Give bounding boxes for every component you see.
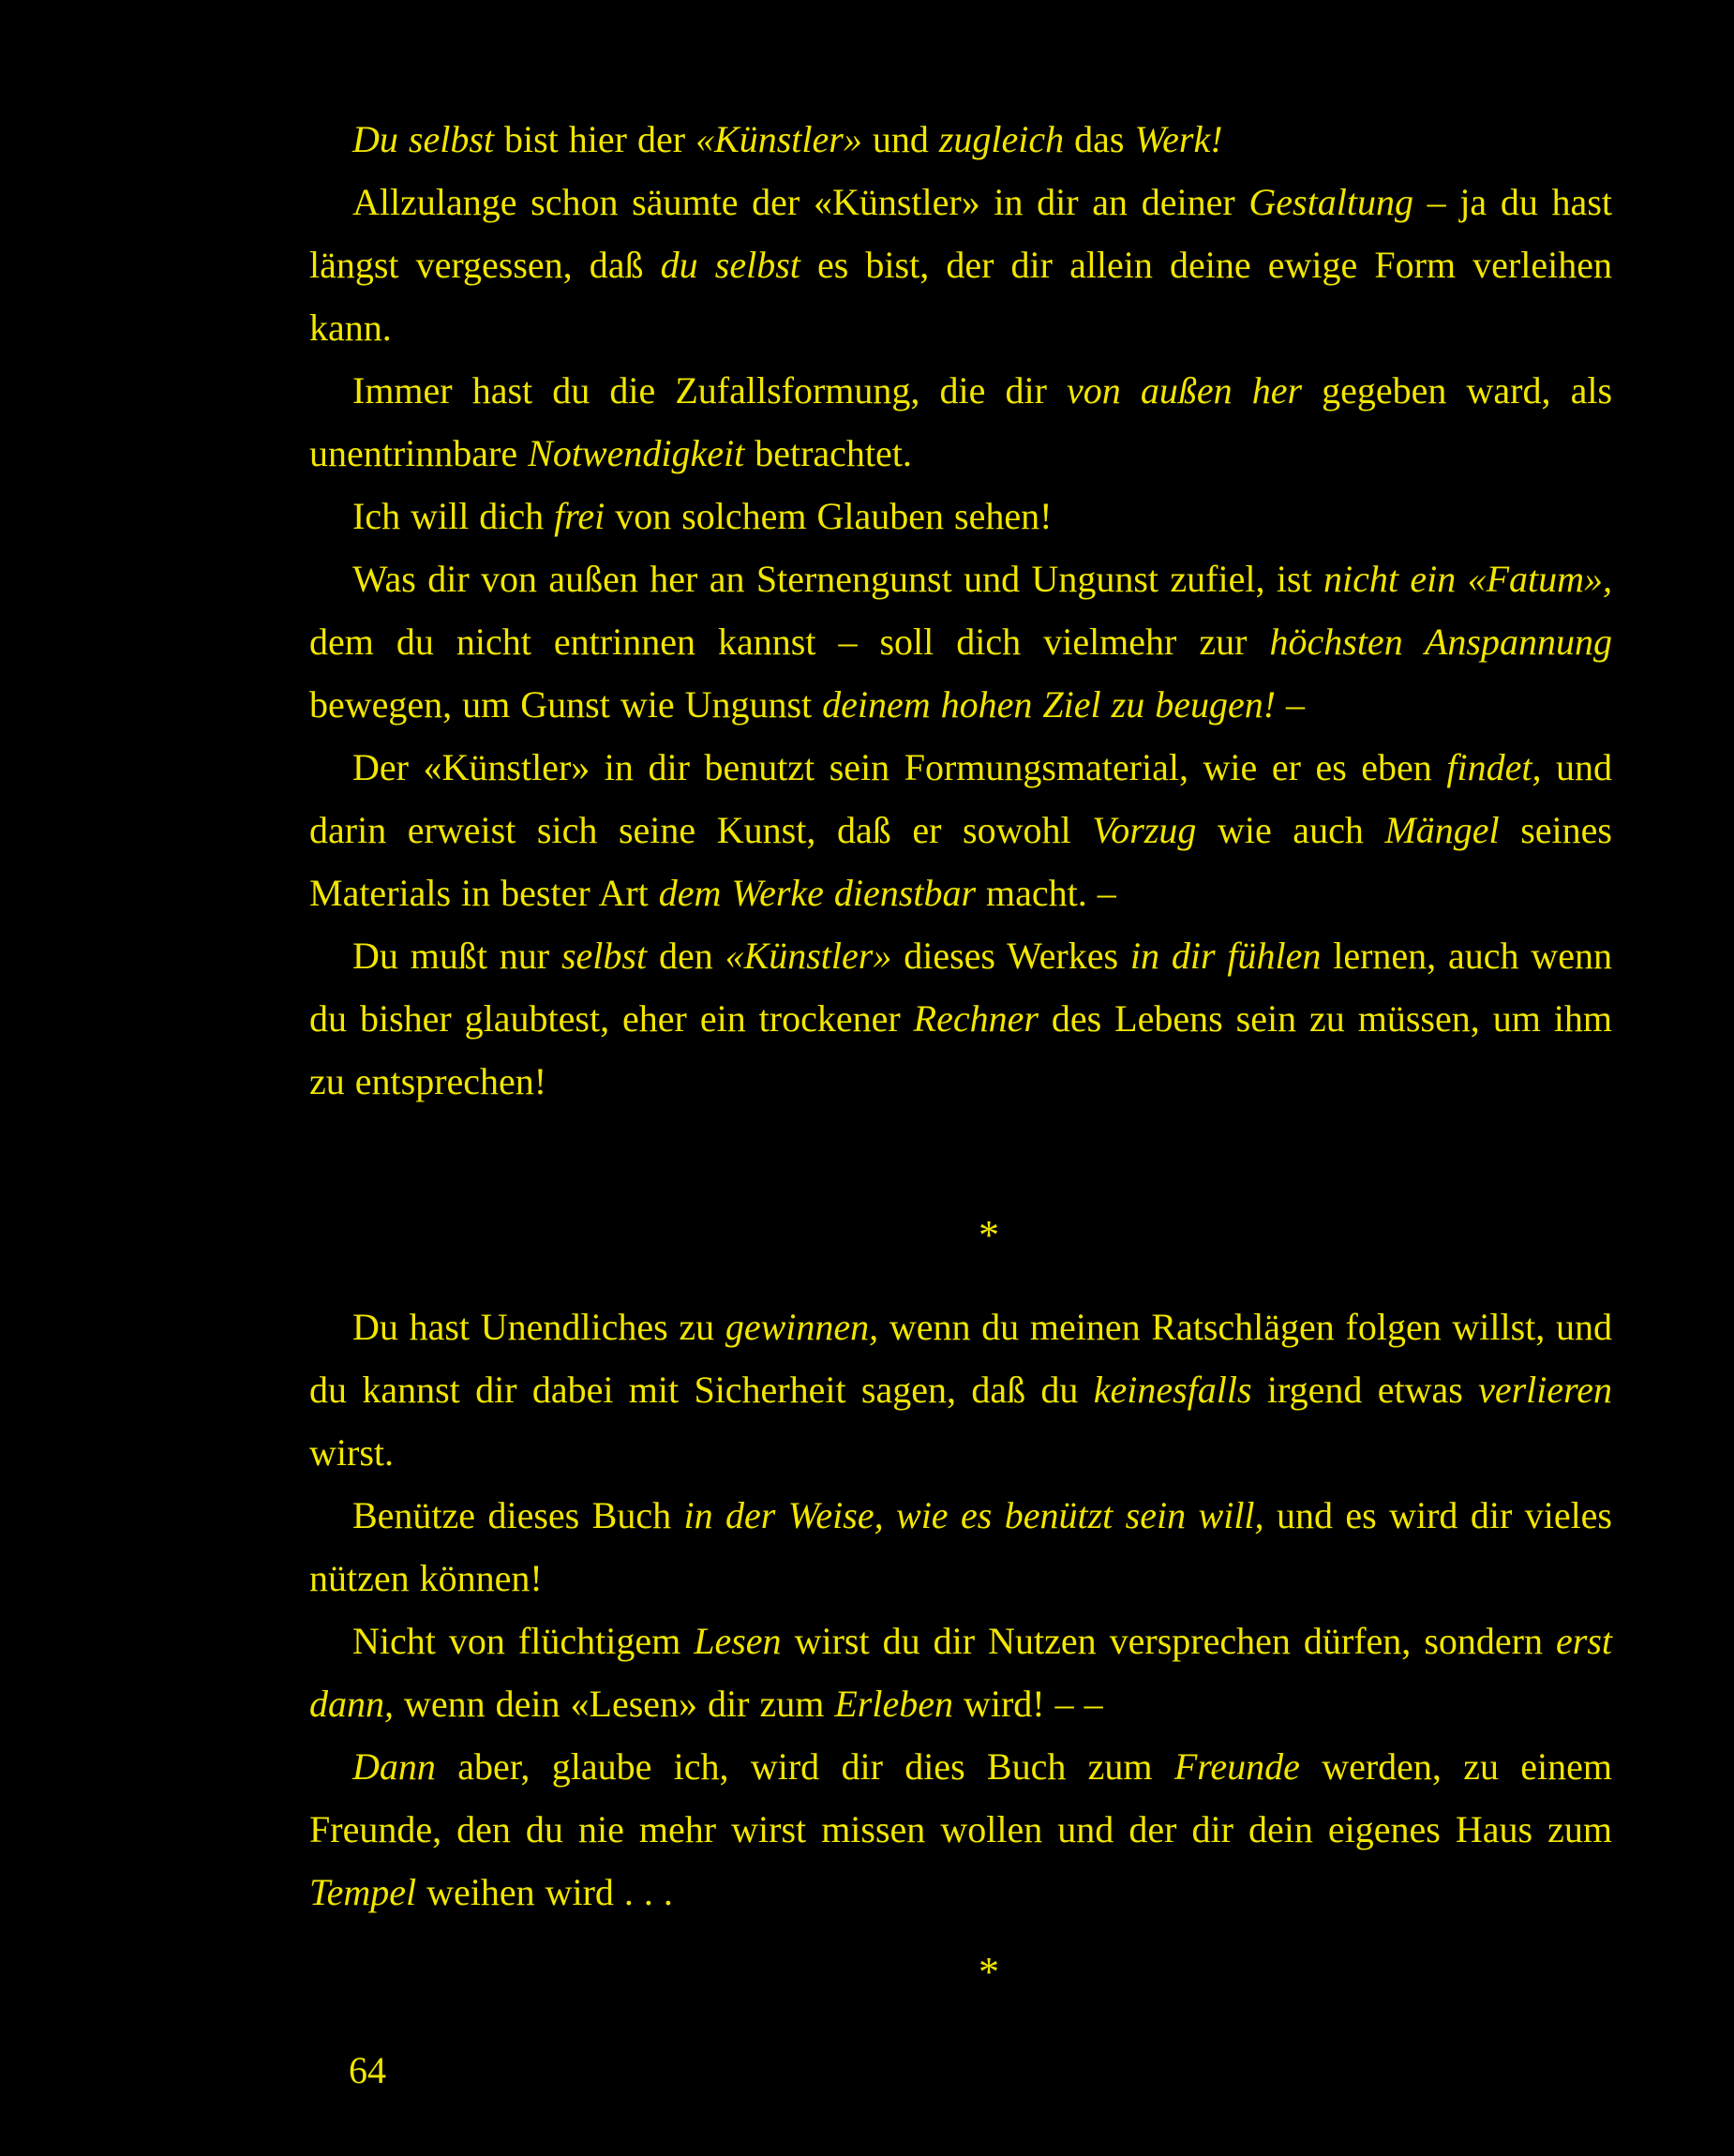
italic-text-run: Gestaltung: [1248, 181, 1413, 223]
paragraph: [309, 485, 1612, 547]
text-run: Ich will dich: [352, 495, 555, 537]
text-run: betrachtet.: [744, 432, 912, 474]
italic-text-run: in dir fühlen: [1129, 935, 1322, 977]
paragraph: [309, 924, 1612, 1113]
section-separator: *: [979, 1949, 999, 1995]
text-run: des Lebens sein zu müssen, um ihm zu entsprechen!: [309, 997, 1612, 1102]
italic-text-run: gewinnen,: [725, 1306, 879, 1348]
text-run: bewegen, um Gunst wie Ungunst: [309, 683, 823, 726]
text-run: wie auch: [1196, 809, 1385, 851]
text-run: Du hast Unendliches zu: [352, 1306, 725, 1348]
text-run: Allzulange schon säumte der «Künstler» in dir an deiner: [352, 181, 1249, 223]
text-run: und es wird dir vieles nützen können!: [309, 1494, 1613, 1599]
italic-text-run: Du selbst: [352, 118, 494, 160]
text-run: – ja du hast längst vergessen, daß: [309, 181, 1612, 286]
text-run: Benütze dieses Buch: [352, 1494, 684, 1536]
italic-text-run: Tempel: [309, 1871, 417, 1913]
text-run: wirst.: [309, 1431, 394, 1474]
paragraph: [309, 1484, 1612, 1610]
italic-text-run: Dann: [352, 1745, 436, 1788]
text-run: irgend etwas: [1251, 1369, 1479, 1411]
text-run: Du mußt nur: [352, 935, 561, 977]
text-run: wirst du dir Nutzen versprechen dürfen, sondern: [781, 1620, 1556, 1662]
paragraph: [309, 547, 1612, 736]
paragraph: [309, 1610, 1612, 1735]
text-run: –: [1276, 683, 1306, 726]
text-run: wird! – –: [952, 1683, 1103, 1725]
text-section-1: [309, 108, 1612, 1113]
italic-text-run: findet,: [1446, 746, 1542, 788]
text-run: seines Materials in bester Art: [309, 809, 1612, 914]
text-run: Nicht von flüchtigem: [352, 1620, 695, 1662]
italic-text-run: Mängel: [1384, 809, 1500, 851]
italic-text-run: selbst: [561, 935, 648, 977]
text-run: gegeben ward, als unentrinnbare: [309, 369, 1613, 474]
italic-text-run: zugleich: [938, 118, 1065, 160]
paragraph: [309, 171, 1612, 359]
text-run: bist hier der: [494, 118, 696, 160]
page-number: 64: [349, 2049, 386, 2091]
italic-text-run: Rechner: [913, 997, 1039, 1040]
text-run: das: [1064, 118, 1135, 160]
text-run: werden, zu einem Freunde, den du nie mehr wirst missen wollen und der dir dein eigenes Haus zum: [309, 1745, 1613, 1850]
text-run: weihen wird . . .: [416, 1871, 673, 1913]
italic-text-run: keinesfalls: [1093, 1369, 1252, 1411]
italic-text-run: nicht ein «Fatum»,: [1323, 558, 1613, 600]
italic-text-run: Werk!: [1134, 118, 1223, 160]
italic-text-run: verlieren: [1478, 1369, 1612, 1411]
paragraph: [309, 1295, 1612, 1484]
italic-text-run: Erleben: [834, 1683, 953, 1725]
text-run: lernen, auch wenn du bisher glaubtest, eher ein trockener: [309, 935, 1612, 1040]
italic-text-run: Notwendigkeit: [528, 432, 745, 474]
text-run: dieses Werkes: [891, 935, 1130, 977]
text-run: dem du nicht entrinnen kannst – soll dich vielmehr zur: [309, 621, 1270, 663]
italic-text-run: «Künstler»: [695, 118, 862, 160]
text-run: macht. –: [976, 872, 1116, 914]
text-run: wenn du meinen Ratschlägen folgen willst, und du kannst dir dabei mit Sicherheit sagen, daß du: [309, 1306, 1612, 1411]
italic-text-run: Vorzug: [1092, 809, 1197, 851]
italic-text-run: dem Werke dienstbar: [658, 872, 977, 914]
paragraph: [309, 359, 1612, 485]
italic-text-run: deinem hohen Ziel zu beugen!: [822, 683, 1277, 726]
italic-text-run: «Künstler»: [725, 935, 892, 977]
text-run: und darin erweist sich seine Kunst, daß er sowohl: [309, 746, 1612, 851]
text-run: Der «Künstler» in dir benutzt sein Formungsmaterial, wie er es eben: [352, 746, 1447, 788]
section-separator: *: [979, 1212, 999, 1258]
paragraph: [309, 736, 1612, 924]
italic-text-run: erst dann,: [309, 1620, 1612, 1725]
italic-text-run: Lesen: [694, 1620, 782, 1662]
paragraph: [309, 1735, 1612, 1924]
italic-text-run: in der Weise, wie es benützt sein will,: [683, 1494, 1264, 1536]
italic-text-run: frei: [554, 495, 605, 537]
text-run: und: [861, 118, 939, 160]
text-section-2: [309, 1295, 1612, 1924]
text-run: den: [647, 935, 725, 977]
text-run: Was dir von außen her an Sternengunst und Ungunst zufiel, ist: [352, 558, 1323, 600]
text-run: wenn dein «Lesen» dir zum: [394, 1683, 835, 1725]
text-run: aber, glaube ich, wird dir dies Buch zum: [435, 1745, 1174, 1788]
italic-text-run: Freunde: [1173, 1745, 1300, 1788]
italic-text-run: du selbst: [660, 244, 800, 286]
italic-text-run: von außen her: [1067, 369, 1303, 412]
text-run: Immer hast du die Zufallsformung, die dir: [352, 369, 1067, 412]
text-run: von solchem Glauben sehen!: [605, 495, 1053, 537]
italic-text-run: höchsten Anspannung: [1269, 621, 1612, 663]
text-run: es bist, der dir allein deine ewige Form verleihen kann.: [309, 244, 1612, 349]
paragraph: [309, 108, 1612, 171]
